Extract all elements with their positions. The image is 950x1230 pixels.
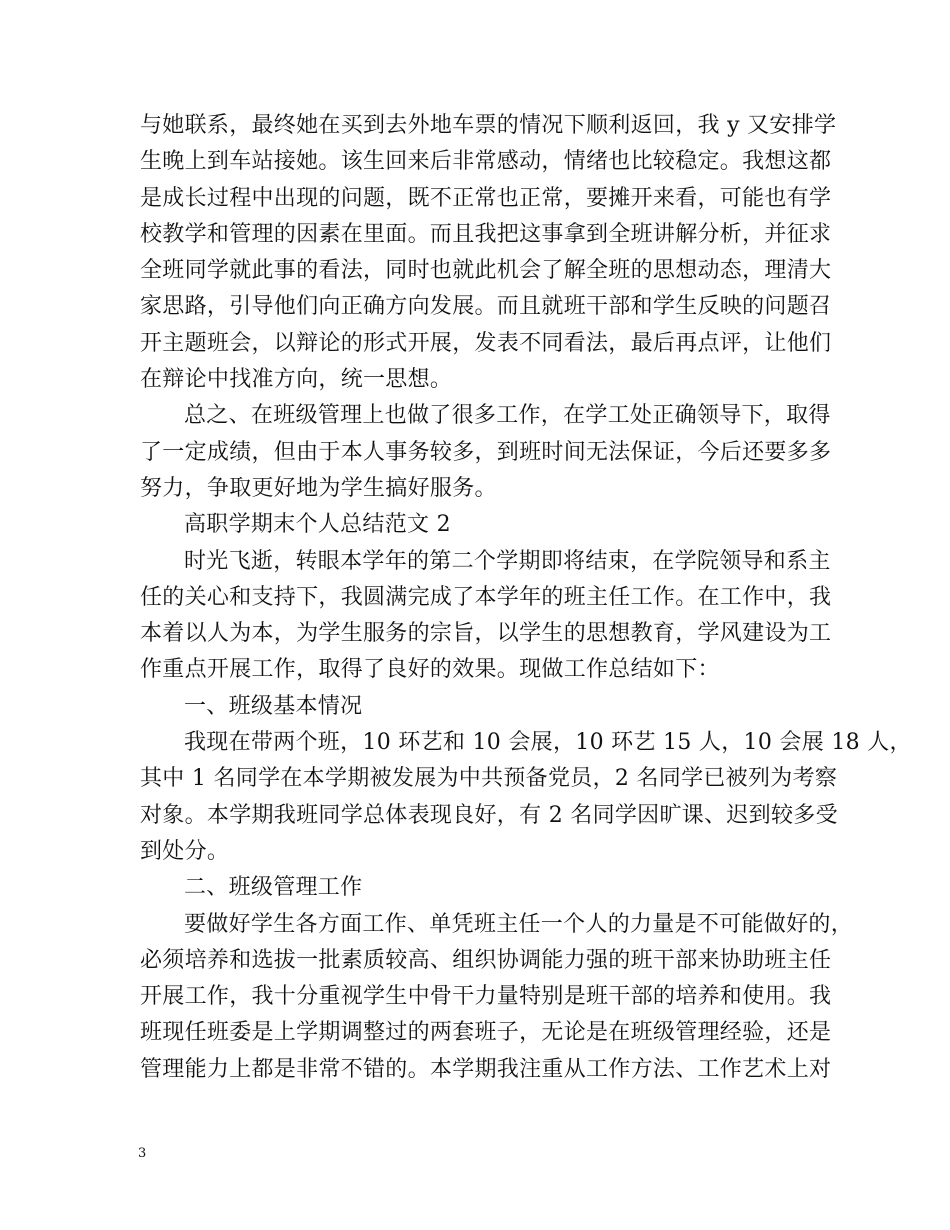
text-line: 全班同学就此事的看法，同时也就此机会了解全班的思想动态，理清大	[140, 258, 832, 284]
text-line: 总之、在班级管理上也做了很多工作，在学工处正确领导下，取得	[184, 403, 831, 429]
text-line: 管理能力上都是非常不错的。本学期我注重从工作方法、工作艺术上对	[140, 1056, 832, 1082]
text-line: 家思路，引导他们向正确方向发展。而且就班干部和学生反映的问题召	[140, 294, 832, 320]
text-line: 与她联系，最终她在买到去外地车票的情况下顺利返回，我 y 又安排学	[140, 113, 837, 138]
text-line: 到处分。	[140, 838, 230, 864]
text-line: 必须培养和选拔一批素质较高、组织协调能力强的班干部来协助班主任	[140, 947, 832, 973]
text-line: 开主题班会，以辩论的形式开展，发表不同看法，最后再点评，让他们	[140, 330, 832, 356]
text-line: 开展工作，我十分重视学生中骨干力量特别是班干部的培养和使用。我	[140, 984, 832, 1010]
text-line: 努力，争取更好地为学生搞好服务。	[140, 475, 497, 501]
text-line: 本着以人为本，为学生服务的宗旨，以学生的思想教育，学风建设为工	[140, 621, 832, 647]
text-line: 作重点开展工作，取得了良好的效果。现做工作总结如下：	[140, 657, 720, 683]
text-line: 生晚上到车站接她。该生回来后非常感动，情绪也比较稳定。我想这都	[140, 149, 832, 175]
text-line: 是成长过程中出现的问题，既不正常也正常，要摊开来看，可能也有学	[140, 185, 832, 211]
page-number: 3	[138, 1146, 147, 1161]
text-line: 班现任班委是上学期调整过的两套班子，无论是在班级管理经验，还是	[140, 1020, 832, 1046]
text-line: 在辩论中找准方向，统一思想。	[140, 367, 453, 393]
text-line: 校教学和管理的因素在里面。而且我把这事拿到全班讲解分析，并征求	[140, 221, 832, 247]
text-line: 要做好学生各方面工作、单凭班主任一个人的力量是不可能做好的，	[184, 911, 854, 937]
text-line: 对象。本学期我班同学总体表现良好，有 2 名同学因旷课、迟到较多受	[140, 802, 838, 828]
text-line: 任的关心和支持下，我圆满完成了本学年的班主任工作。在工作中，我	[140, 584, 832, 610]
text-line: 了一定成绩，但由于本人事务较多，到班时间无法保证，今后还要多多	[140, 439, 832, 465]
text-line: 高职学期末个人总结范文 2	[184, 512, 451, 538]
text-line: 我现在带两个班，10 环艺和 10 会展，10 环艺 15 人，10 会展 18 人，	[184, 730, 912, 756]
text-line: 时光飞逝，转眼本学年的第二个学期即将结束，在学院领导和系主	[184, 548, 831, 574]
text-line: 二、班级管理工作	[184, 875, 363, 901]
text-line: 其中 1 名同学在本学期被发展为中共预备党员，2 名同学已被列为考察	[140, 766, 838, 792]
document-body	[140, 108, 912, 1088]
text-line: 一、班级基本情况	[184, 693, 363, 719]
